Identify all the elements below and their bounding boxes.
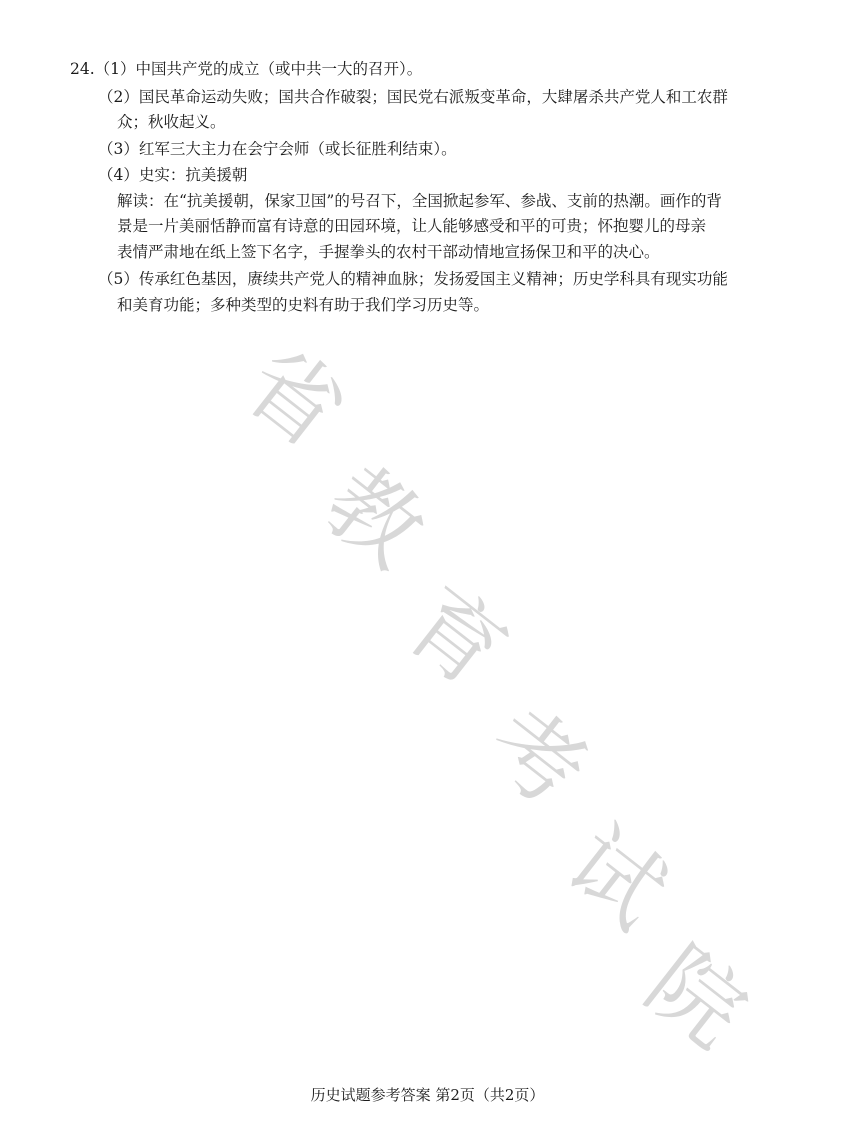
answer-24-part2-line1: （2）国民革命运动失败；国共合作破裂；国民党右派叛变革命，大肆屠杀共产党人和工农群 (98, 88, 728, 106)
watermark-char: 教 (305, 447, 444, 589)
answer-24-part2-line2: 众；秋收起义。 (117, 113, 226, 131)
watermark-char: 试 (547, 807, 686, 949)
answer-24-part4: （4）史实：抗美援朝 (98, 166, 248, 184)
watermark-char: 考 (467, 687, 606, 829)
watermark-char: 省 (225, 327, 364, 469)
answer-24-part5-line1: （5）传承红色基因，赓续共产党人的精神血脉；发扬爱国主义精神；历史学科具有现实功能 (98, 270, 728, 288)
answer-24-part4-line1: 解读：在“抗美援朝，保家卫国”的号召下，全国掀起参军、参战、支前的热潮。画作的背 (117, 192, 722, 210)
answer-24-part5-line2: 和美育功能；多种类型的史料有助于我们学习历史等。 (117, 296, 490, 314)
answer-24-part4-line3: 表情严肃地在纸上签下名字，手握拳头的农村干部动情地宣扬保卫和平的决心。 (117, 243, 660, 261)
answer-24-part4-line2: 景是一片美丽恬静而富有诗意的田园环境，让人能够感受和平的可贵；怀抱婴儿的母亲 (117, 217, 707, 235)
watermark-char: 育 (387, 567, 526, 709)
answer-24-part1: 24.（1）中国共产党的成立（或中共一大的召开）。 (70, 60, 423, 78)
answer-24-part3: （3）红军三大主力在会宁会师（或长征胜利结束）。 (98, 140, 457, 158)
watermark-char: 院 (627, 927, 766, 1069)
page-footer: 历史试题参考答案 第2页（共2页） (310, 1086, 545, 1104)
